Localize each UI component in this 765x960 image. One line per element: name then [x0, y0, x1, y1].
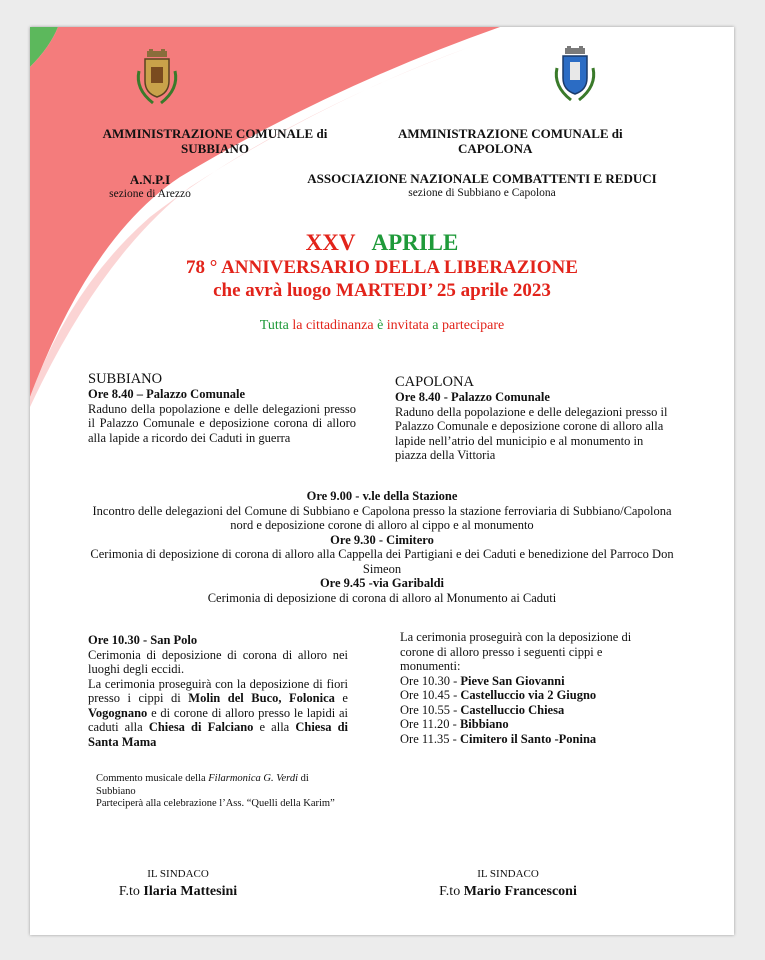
- subbiano-crest-icon: [131, 49, 183, 109]
- right-signature-title: IL SINDACO: [477, 868, 539, 880]
- capolona-program: [395, 374, 670, 463]
- capolona-heading: CAPOLONA: [395, 374, 474, 390]
- capolona-text: Raduno della popolazione e delle delegazioni presso il Palazzo Comunale e deposizione corone di alloro alla lapide nell’atrio del municipio e al monumento in piazza della Vittoria: [395, 404, 668, 462]
- joint-item: Ore 9.45 -via Garibaldi Cerimonia di deposizione di corona di alloro al Monumento ai Caduti: [207, 576, 557, 605]
- anpi-label: A.N.P.I: [129, 172, 171, 187]
- capolona-crest-icon: [549, 46, 601, 106]
- list-item: Ore 11.35 - Cimitero il Santo -Ponina: [400, 731, 597, 746]
- san-polo-details: La cerimonia proseguirà con la deposizione di fiori presso i cippi di Molin del Buco, Folonica e Vogognano e di corone di alloro presso le lapidi ai caduti alla Chiesa di Falciano e alla Chiesa di Santa Mama: [88, 676, 348, 749]
- capolona-admin-header: AMMINISTRAZIONE COMUNALE di CAPOLONA: [380, 126, 658, 156]
- subbiano-time: Ore 8.40 – Palazzo Comunale: [88, 387, 246, 401]
- ancr-block: [292, 171, 672, 200]
- joint-item: Ore 9.30 - Cimitero Cerimonia di deposizione di corona di alloro alla Cappella dei Partigiani e dei Caduti e benedizione del Parroco Don Simeon: [90, 532, 674, 576]
- invitation-line: Tutta la cittadinanza è invitata a partecipare: [259, 318, 505, 333]
- anpi-block: [90, 172, 210, 201]
- poster-page: [30, 27, 734, 935]
- event-title: [30, 230, 734, 256]
- joint-item: Ore 9.00 - v.le della Stazione Incontro delle delegazioni del Comune di Subbiano e Capolona presso la stazione ferroviaria di Subbiano/Capolona nord e deposizione corone di alloro al cippo e al monumento: [92, 489, 672, 532]
- title-xxv: XXV: [305, 230, 356, 255]
- title-aprile: APRILE: [371, 230, 459, 255]
- list-item: Ore 10.45 - Castelluccio via 2 Giugno: [400, 688, 597, 702]
- list-item: Ore 10.30 - Pieve San Giovanni: [400, 673, 565, 688]
- ancr-section: sezione di Subbiano e Capolona: [408, 187, 556, 199]
- subbiano-heading: SUBBIANO: [88, 371, 163, 387]
- right-signature: [423, 868, 593, 900]
- event-date: che avrà luogo MARTEDI’ 25 aprile 2023: [213, 280, 551, 301]
- ancr-label: ASSOCIAZIONE NAZIONALE COMBATTENTI E REDUCI: [307, 171, 657, 186]
- list-item: Ore 11.20 - Bibbiano: [400, 717, 509, 731]
- list-item: Ore 10.55 - Castelluccio Chiesa: [400, 702, 565, 717]
- san-polo-text: Cerimonia di deposizione di corona di alloro nei luoghi degli eccidi.: [88, 647, 348, 676]
- right-signature-name: F.to Mario Francesconi: [439, 884, 577, 899]
- capolona-monuments: [400, 630, 665, 746]
- subbiano-text: Raduno della popolazione e delle delegazioni presso il Palazzo Comunale e deposizione corona di alloro alla lapide a ricordo dei Caduti in guerra: [88, 401, 356, 445]
- left-signature-name: F.to Ilaria Mattesini: [118, 884, 238, 899]
- music-note: Commento musicale della Filarmonica G. Verdi di Subbiano Parteciperà alla celebrazione l’Ass. “Quelli della Karim”: [96, 773, 335, 809]
- subbiano-admin-header: AMMINISTRAZIONE COMUNALE di SUBBIANO: [80, 126, 350, 156]
- capolona-time: Ore 8.40 - Palazzo Comunale: [395, 390, 550, 404]
- san-polo-time: Ore 10.30 - San Polo: [88, 633, 198, 647]
- subbiano-town-label: SUBBIANO: [181, 141, 249, 156]
- left-signature: [98, 868, 258, 900]
- anniversary-title: 78 ° ANNIVERSARIO DELLA LIBERAZIONE: [186, 257, 578, 278]
- joint-program: [70, 489, 694, 605]
- san-polo-program: [88, 633, 348, 749]
- capolona-town-label: CAPOLONA: [458, 141, 533, 156]
- left-signature-title: IL SINDACO: [147, 868, 209, 880]
- anpi-section: sezione di Arezzo: [109, 188, 191, 200]
- subbiano-program: [88, 371, 356, 445]
- monument-list: [400, 674, 665, 747]
- capolona-monuments-intro: La cerimonia proseguirà con la deposizione di corone di alloro presso i seguenti cippi e monumenti:: [400, 630, 632, 673]
